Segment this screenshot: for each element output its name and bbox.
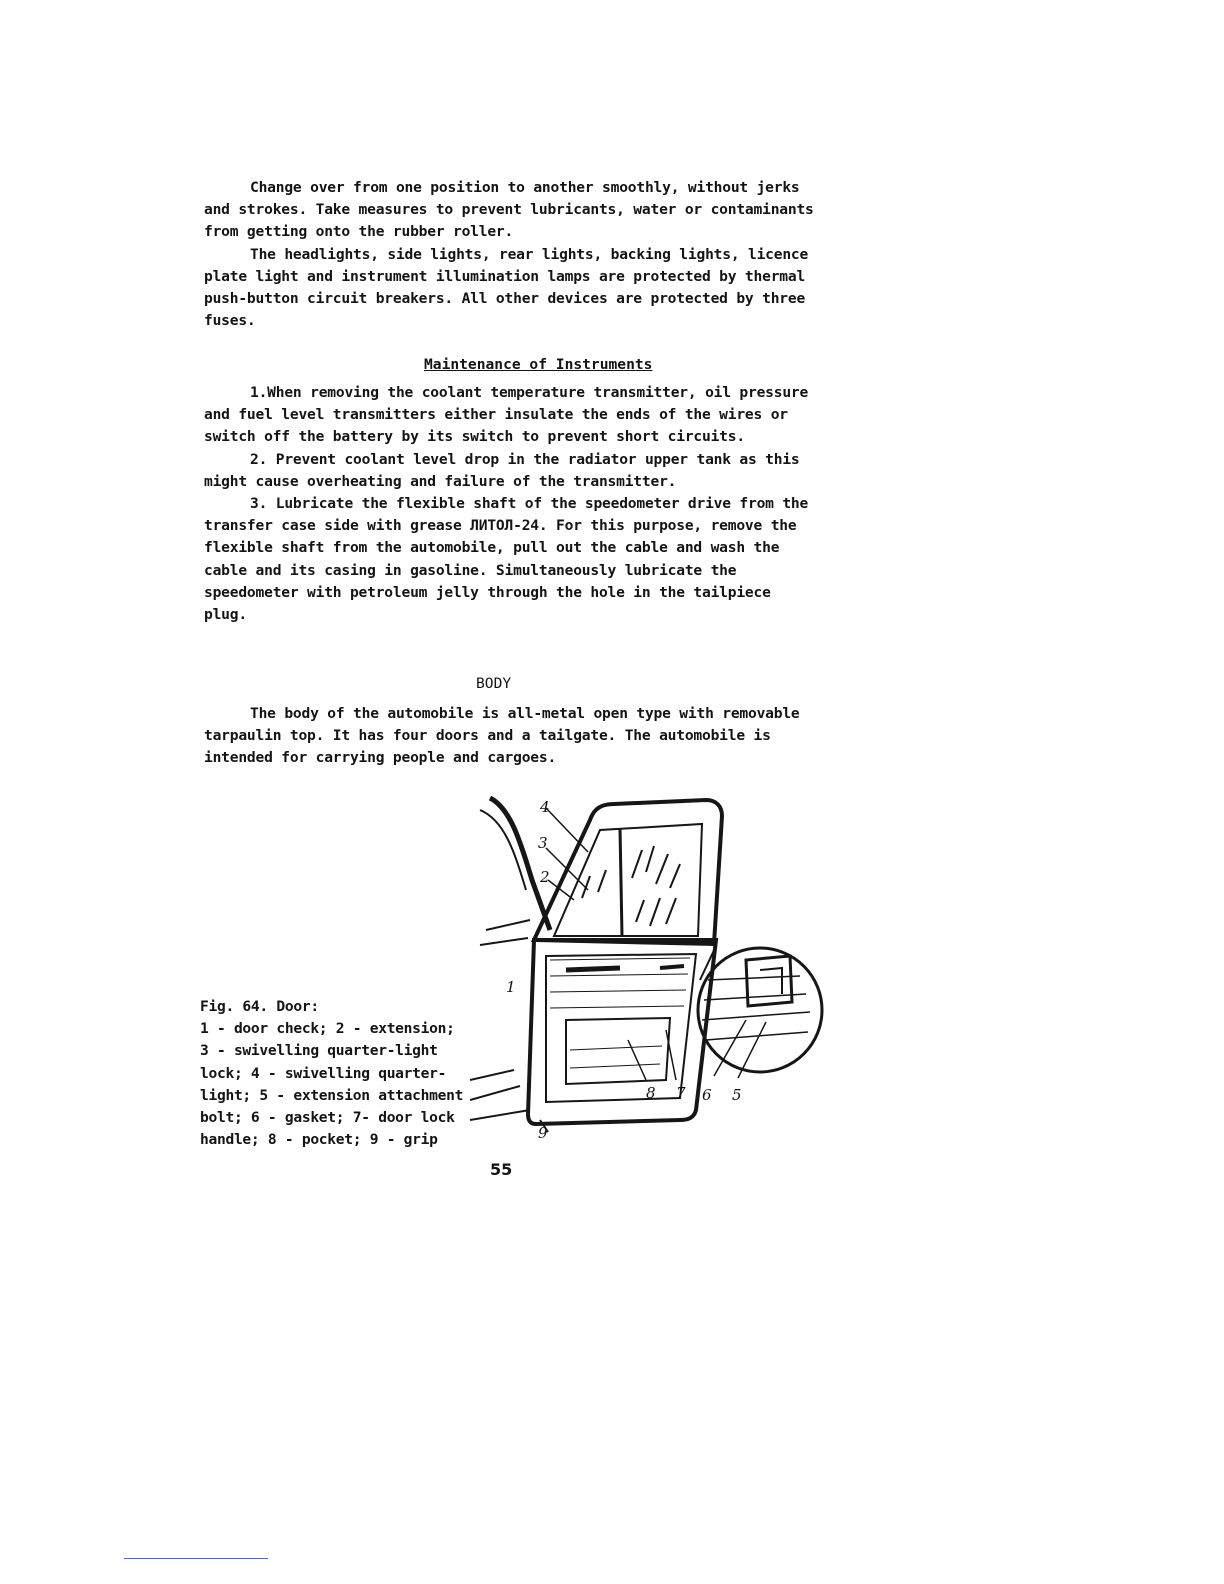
intro-paragraph-1: Change over from one position to another smoothly, without jerks and strokes. Take measures to prevent lubricants, water or contaminants from getting onto the rubber roller. bbox=[204, 179, 814, 241]
caption-line-7: handle; 8 - pocket; 9 - grip bbox=[200, 1131, 438, 1149]
caption-line-3: 3 - swivelling quarter-light bbox=[200, 1042, 438, 1060]
caption-line-4: lock; 4 - swivelling quarter- bbox=[200, 1064, 447, 1082]
callout-3: 3 bbox=[538, 834, 548, 852]
footer-rule bbox=[124, 1558, 268, 1559]
caption-line-2: 1 - door check; 2 - extension; bbox=[200, 1020, 455, 1038]
door-figure bbox=[470, 780, 830, 1160]
callout-5: 5 bbox=[732, 1086, 742, 1104]
intro-paragraph-2: The headlights, side lights, rear lights, backing lights, licence plate light and instrument illumination lamps are protected by thermal push-button circuit breakers. All other devices are protected by three fuses. bbox=[204, 245, 809, 330]
intro-text bbox=[204, 177, 816, 332]
callout-4: 4 bbox=[540, 798, 550, 816]
caption-line-1: Fig. 64. Door: bbox=[200, 998, 319, 1015]
callout-6: 6 bbox=[702, 1086, 712, 1104]
body-paragraph: The body of the automobile is all-metal open type with removable tarpaulin top. It has four doors and a tailgate. The automobile is intended for carrying people and cargoes. bbox=[204, 705, 800, 767]
callout-7: 7 bbox=[676, 1084, 686, 1102]
callout-9: 9 bbox=[538, 1124, 548, 1142]
callout-1: 1 bbox=[506, 978, 516, 996]
body-heading: BODY bbox=[476, 675, 512, 692]
door-drawing bbox=[470, 780, 830, 1160]
figure-callouts bbox=[506, 798, 742, 1142]
maintenance-text bbox=[204, 382, 816, 626]
maintenance-item-1: 1.When removing the coolant temperature transmitter, oil pressure and fuel level transmitters either insulate the ends of the wires or switch off the battery by its switch to prevent short circuits. bbox=[204, 384, 809, 446]
door-illustration bbox=[470, 798, 822, 1132]
callout-2: 2 bbox=[540, 868, 550, 886]
callout-8: 8 bbox=[646, 1084, 656, 1102]
caption-line-5: light; 5 - extension attachment bbox=[200, 1086, 464, 1104]
maintenance-item-3: 3. Lubricate the flexible shaft of the speedometer drive from the transfer case side with grease ЛИТОЛ-24. For this purpose, remove the flexible shaft from the automobile, pull out the cable and wash the cable and its casing in gasoline. Simultaneously lubricate the speedometer with petroleum jelly through the hole in the tailpiece plug. bbox=[204, 495, 809, 624]
maintenance-heading: Maintenance of Instruments bbox=[424, 356, 653, 373]
figure-caption bbox=[200, 996, 470, 1151]
maintenance-item-2: 2. Prevent coolant level drop in the radiator upper tank as this might cause overheating and failure of the transmitter. bbox=[204, 450, 800, 490]
caption-line-6: bolt; 6 - gasket; 7- door lock bbox=[200, 1109, 455, 1127]
body-text bbox=[204, 703, 816, 770]
page-number: 55 bbox=[490, 1160, 513, 1179]
